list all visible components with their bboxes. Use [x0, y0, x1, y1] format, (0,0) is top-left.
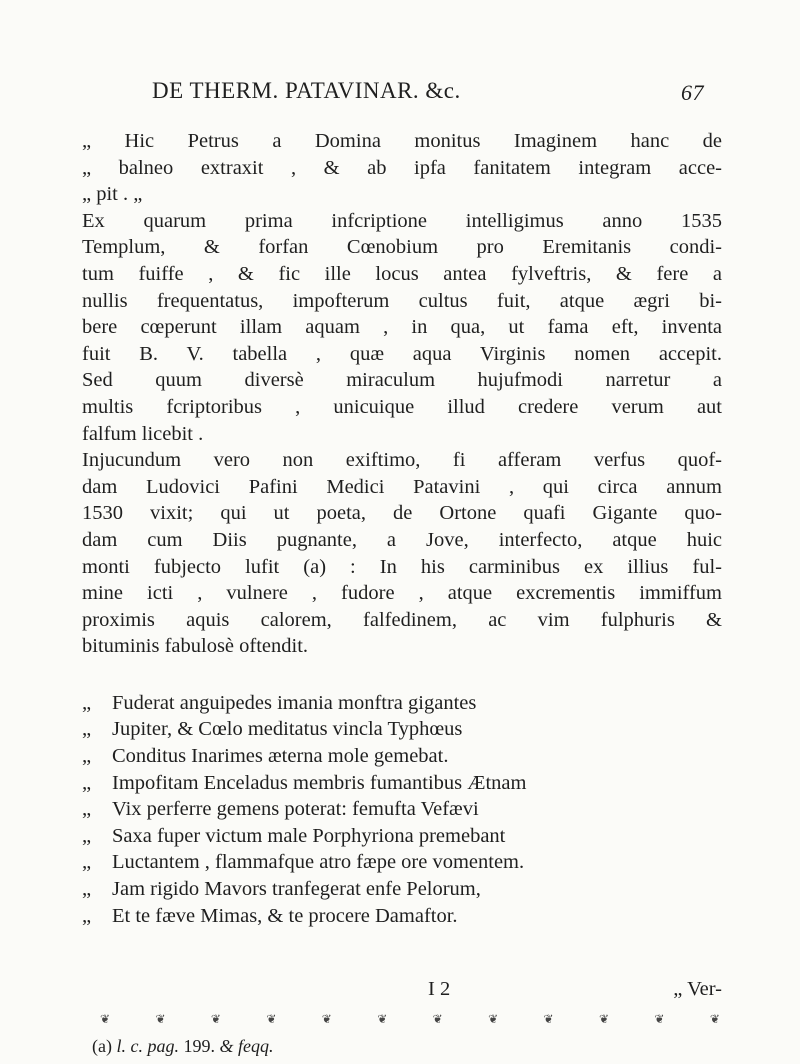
catchline: [82, 978, 722, 1004]
verse-line: [82, 690, 722, 717]
text-line: fuit B. V. tabella , quæ aqua Virginis nomen accepit.: [82, 342, 722, 365]
footnote: [92, 1036, 273, 1057]
verse-mark: „: [82, 718, 92, 741]
text-line: falfum licebit .: [82, 422, 204, 445]
body-text: [82, 128, 722, 929]
running-head: [152, 78, 712, 110]
verse-text: Jam rigido Mavors tranfegerat enfe Pelorum,: [112, 878, 481, 901]
verse-text: Jupiter, & Cœlo meditatus vincla Typhœus: [112, 718, 463, 741]
text-line: nullis frequentatus, impofterum cultus fuit, atque ægri bi-: [82, 289, 722, 312]
text-line: Templum, & forfan Cœnobium pro Eremitanis condi-: [82, 236, 722, 259]
text-line: tum fuiffe , & fic ille locus antea fylveftris, & fere a: [82, 262, 722, 285]
verse-mark: „: [82, 904, 92, 927]
verse-text: Et te fæve Mimas, & te procere Damaftor.: [112, 904, 458, 927]
verse-line: [82, 903, 722, 930]
verse-line: [82, 770, 722, 797]
verse-text: Saxa fuper victum male Porphyriona premebant: [112, 824, 506, 847]
page-number: 67: [681, 80, 704, 105]
verse-text: Fuderat anguipedes imania monftra gigantes: [112, 691, 477, 714]
signature-mark: I 2: [428, 978, 451, 1000]
footnote-mark: (a): [92, 1036, 112, 1056]
text-line: dam Ludovici Pafini Medici Patavini , qui circa annum: [82, 475, 722, 498]
verse-mark: „: [82, 745, 92, 768]
text-line: „ Hic Petrus a Domina monitus Imaginem hanc de: [82, 130, 722, 152]
footnote-tail: & feqq.: [219, 1036, 274, 1056]
verse-line: [82, 876, 722, 903]
fleuron-icon: ❦: [100, 1012, 111, 1026]
verse-mark: „: [82, 798, 92, 821]
verse-text: Vix perferre gemens poterat: femufta Vefævi: [112, 798, 479, 821]
text-line: „ pit . „: [82, 183, 143, 206]
text-line: 1530 vixit; qui ut poeta, de Ortone quafi Gigante quo-: [82, 502, 722, 525]
text-line: bituminis fabulosè oftendit.: [82, 635, 309, 658]
text-line: bere cœperunt illam aquam , in qua, ut fama eft, inventa: [82, 316, 722, 339]
verse-mark: „: [82, 878, 92, 901]
verse-line: [82, 796, 722, 823]
fleuron-icon: ❦: [432, 1012, 443, 1026]
fleuron-icon: ❦: [377, 1012, 388, 1026]
text-line: monti fubjecto lufit (a) : In his carminibus ex illius ful-: [82, 555, 722, 578]
text-line: proximis aquis calorem, falfedinem, ac vim fulphuris &: [82, 608, 722, 631]
ornament-rule: [100, 1012, 720, 1026]
text-line: mine icti , vulnere , fudore , atque excrementis immiffum: [82, 582, 722, 605]
fleuron-icon: ❦: [654, 1012, 665, 1026]
fleuron-icon: ❦: [155, 1012, 166, 1026]
footnote-ref: l. c. pag.: [116, 1036, 179, 1056]
running-title: DE THERM. PATAVINAR. &c.: [152, 78, 461, 103]
verse-text: Conditus Inarimes æterna mole gemebat.: [112, 745, 449, 768]
verse-line: [82, 823, 722, 850]
footnote-page: 199.: [183, 1036, 215, 1056]
catchword: „ Ver-: [673, 978, 722, 1000]
text-line: Sed quum diversè miraculum hujufmodi narretur a: [82, 369, 722, 392]
verse-text: Luctantem , flammafque atro fæpe ore vomentem.: [112, 851, 525, 874]
text-line: Injucundum vero non exiftimo, fi afferam verfus quof-: [82, 449, 722, 472]
verse-mark: „: [82, 851, 92, 874]
fleuron-icon: ❦: [598, 1012, 609, 1026]
verse-line: [82, 849, 722, 876]
text-line: dam cum Diis pugnante, a Jove, interfecto, atque huic: [82, 528, 722, 551]
fleuron-icon: ❦: [488, 1012, 499, 1026]
verse-text: Impofitam Enceladus membris fumantibus Ætnam: [112, 771, 527, 794]
fleuron-icon: ❦: [266, 1012, 277, 1026]
verse-mark: „: [82, 824, 92, 847]
verse-mark: „: [82, 771, 92, 794]
verse-line: [82, 743, 722, 770]
verse-spacer: [82, 660, 722, 690]
text-line: multis fcriptoribus , unicuique illud credere verum aut: [82, 395, 722, 418]
fleuron-icon: ❦: [543, 1012, 554, 1026]
fleuron-icon: ❦: [321, 1012, 332, 1026]
text-line: Ex quarum prima infcriptione intelligimus anno 1535: [82, 209, 722, 232]
fleuron-icon: ❦: [709, 1012, 720, 1026]
verse-line: [82, 716, 722, 743]
text-line: „ balneo extraxit , & ab ipfa fanitatem integram acce-: [82, 156, 722, 179]
fleuron-icon: ❦: [210, 1012, 221, 1026]
verse-mark: „: [82, 691, 92, 714]
